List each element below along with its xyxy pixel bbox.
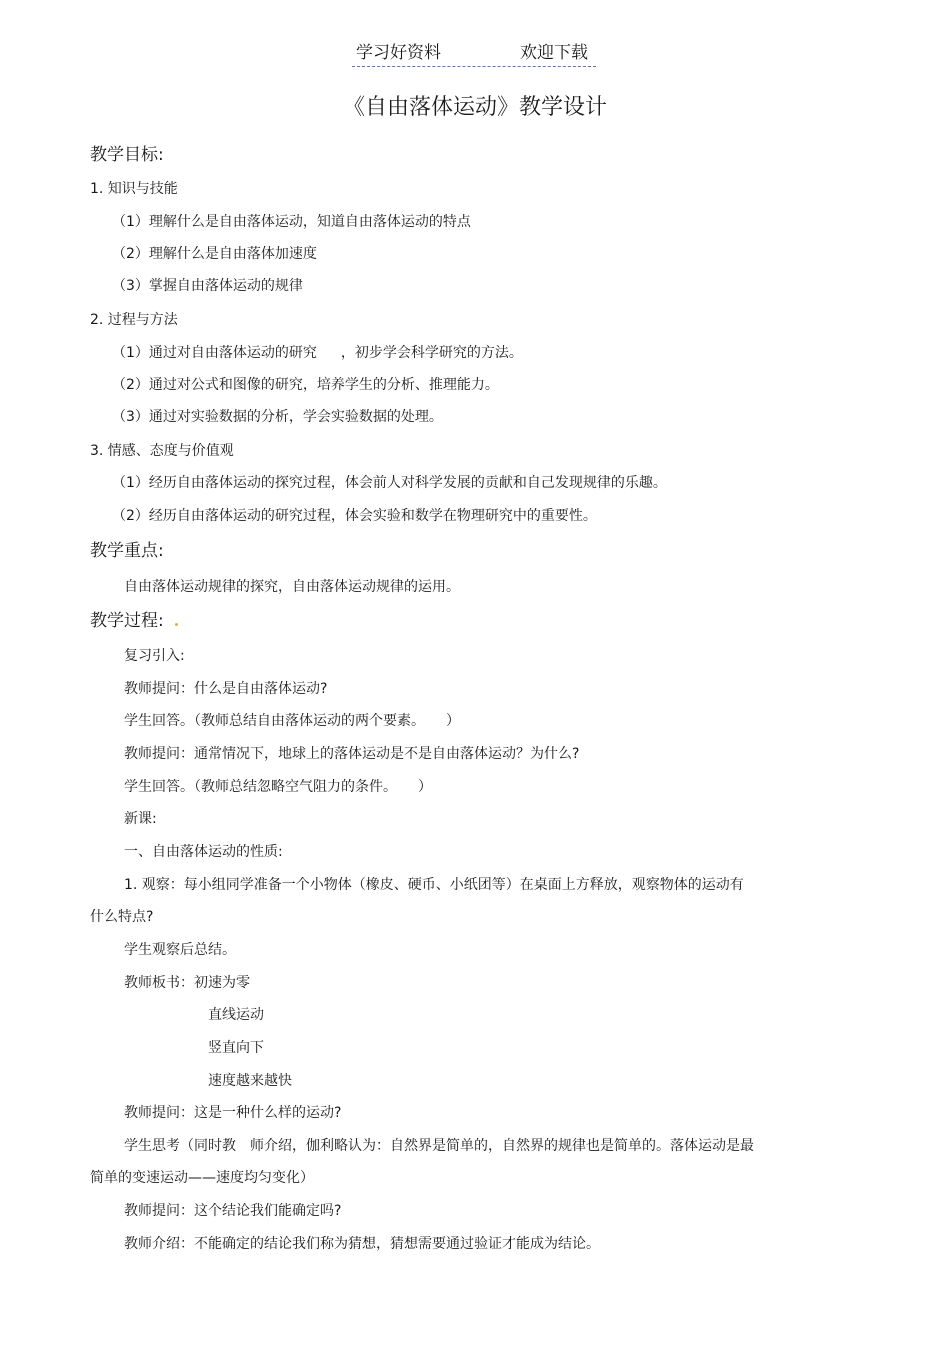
process-line: 学生思考（同时教 师介绍，伽利略认为：自然界是简单的，自然界的规律也是简单的。落体运动是最 xyxy=(124,1138,754,1154)
list-item: （1）理解什么是自由落体运动，知道自由落体运动的特点 xyxy=(112,214,471,230)
process-line: 教师提问：这个结论我们能确定吗? xyxy=(124,1203,342,1219)
process-line: 1. 观察：每小组同学准备一个小物体（橡皮、硬币、小纸团等）在桌面上方释放，观察物体的运动有 xyxy=(124,877,744,893)
list-item: （2）经历自由落体运动的研究过程，体会实验和数学在物理研究中的重要性。 xyxy=(112,508,597,524)
list-item: （2）通过对公式和图像的研究，培养学生的分析、推理能力。 xyxy=(112,377,499,393)
board-item: 速度越来越快 xyxy=(208,1073,292,1089)
key-points-heading: 教学重点: xyxy=(90,541,164,561)
process-line: 教师提问：什么是自由落体运动? xyxy=(124,681,328,697)
key-points-text: 自由落体运动规律的探究，自由落体运动规律的运用。 xyxy=(124,579,460,595)
objectives-heading: 教学目标: xyxy=(90,145,164,165)
process-line: 学生回答。（教师总结自由落体运动的两个要素。 ） xyxy=(124,713,460,729)
process-line: 教师提问：通常情况下，地球上的落体运动是不是自由落体运动？为什么? xyxy=(124,746,580,762)
header-left: 学习好资料 xyxy=(356,43,441,63)
list-item: （3）掌握自由落体运动的规律 xyxy=(112,278,303,294)
board-item: 竖直向下 xyxy=(208,1040,264,1056)
page-header xyxy=(352,42,596,67)
list-item: （1）经历自由落体运动的探究过程，体会前人对科学发展的贡献和自己发现规律的乐趣。 xyxy=(112,475,667,491)
list-item-part: ，初步学会科学研究的方法。 xyxy=(340,345,523,361)
process-line: 学生观察后总结。 xyxy=(124,942,236,958)
process-line: 教师介绍：不能确定的结论我们称为猜想，猜想需要通过验证才能成为结论。 xyxy=(124,1236,600,1252)
section-2-title: 2. 过程与方法 xyxy=(90,312,178,328)
process-line: 新课: xyxy=(124,811,157,827)
process-line: 一、自由落体运动的性质: xyxy=(124,844,283,860)
stray-mark xyxy=(175,623,178,626)
process-heading-row xyxy=(90,610,178,632)
section-1-title: 1. 知识与技能 xyxy=(90,181,178,197)
process-line: 复习引入: xyxy=(124,648,185,664)
process-line: 学生回答。（教师总结忽略空气阻力的条件。 ） xyxy=(124,779,432,795)
list-item: （2）理解什么是自由落体加速度 xyxy=(112,246,317,262)
process-heading: 教学过程: xyxy=(90,611,164,631)
process-line: 教师提问：这是一种什么样的运动? xyxy=(124,1105,342,1121)
list-item-part: （1）通过对自由落体运动的研究 xyxy=(112,345,317,361)
list-item xyxy=(112,343,523,363)
document-title: 《自由落体运动》教学设计 xyxy=(342,95,607,120)
header-right: 欢迎下载 xyxy=(520,43,588,63)
process-line: 教师板书：初速为零 xyxy=(124,975,250,991)
section-3-title: 3. 情感、态度与价值观 xyxy=(90,443,234,459)
board-item: 直线运动 xyxy=(208,1007,264,1023)
list-item: （3）通过对实验数据的分析，学会实验数据的处理。 xyxy=(112,409,443,425)
process-line: 什么特点? xyxy=(90,909,154,925)
process-line: 简单的变速运动——速度均匀变化） xyxy=(90,1170,314,1186)
